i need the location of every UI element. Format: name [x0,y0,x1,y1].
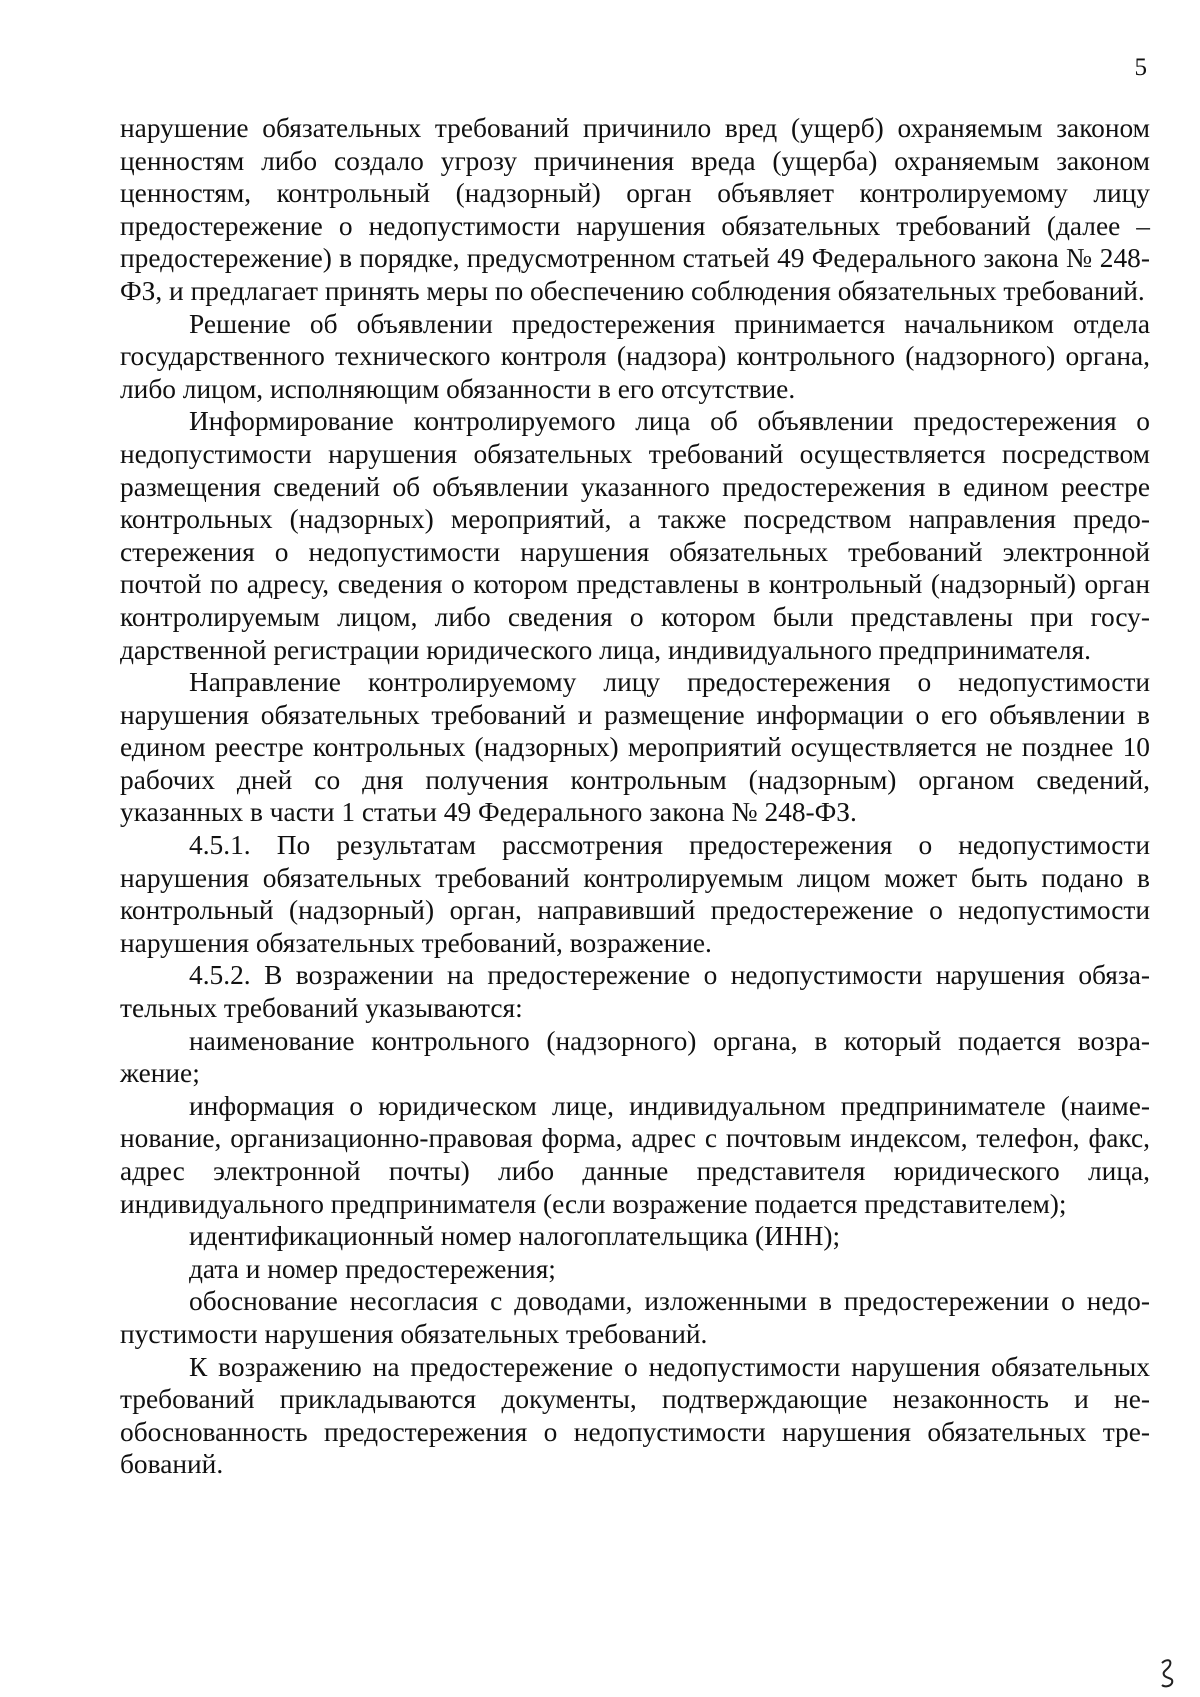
list-item-entity-info: информация о юридическом лице, индивидуальном предпринимателе (наименование, организационно-правовая форма, адрес с почтовым индексом, телефон, факс, адрес электронной почты) либо данные представителя юридического лица, индивидуального предпринимателя (если возражение подается представителем); [120,1090,1150,1219]
paragraph-4-5-2: 4.5.2. В возражении на предостережение о недопустимости нарушения обязательных требований указываются: [120,960,1150,1024]
list-item-inn: идентификационный номер налогоплательщика (ИНН); [189,1221,841,1252]
paragraph-4: Направление контролируемому лицу предостережения о недопустимости нарушения обязательных требований и размещение информации о его объявлении в едином реестре контрольных (надзорных) мероприятий осуществляется не позднее 10 рабочих дней со дня получения контрольным (надзорным) органом сведений, указанных в части 1 статьи 49 Федерального закона № 248-ФЗ. [120,667,1150,828]
paragraph-3: Информирование контролируемого лица об объявлении предостережения о недопустимости нарушения обязательных требований осуществляется посредством размещения сведений об объявлении указанного предостережения в едином реестре контрольных (надзорных) мероприятий, а также посредством направления предостережения о недопустимости нарушения обязательных требований электронной почтой по адресу, сведения о котором представлены в контрольный (надзорный) орган контролируемым лицом, либо сведения о котором были представлены при государственной регистрации юридического лица, индивидуального предпринимателя. [120,406,1150,665]
paragraph-4-5-1: 4.5.1. По результатам рассмотрения предостережения о недопустимости нарушения обязательных требований контролируемым лицом может быть подано в контрольный (надзорный) орган, направивший предостережение о недопустимости нарушения обязательных требований, возражение. [120,830,1150,958]
list-item-warning-date-number: дата и номер предостережения; [189,1253,556,1284]
paragraph-1: нарушение обязательных требований причинило вред (ущерб) охраняемым законом ценностям либо создало угрозу причинения вреда (ущерба) охраняемым законом ценностям, контрольный (надзорный) орган объявляет контролируемому лицу предостережение о недопустимости нарушения обязательных требований (далее – предостережение) в порядке, предусмотренном статьей 49 Федерального закона № 248-ФЗ, и предлагает принять меры по обеспечению соблюдения обязательных требований. [120,113,1150,306]
paragraph-attachments: К возражению на предостережение о недопустимости нарушения обязательных требований прикладываются документы, подтверждающие незаконность и необоснованность предостережения о недопустимости нарушения обязательных требований. [120,1351,1150,1480]
document-body [120,112,1150,1481]
list-item-authority-name: наименование контрольного (надзорного) органа, в который подается возражение; [120,1025,1150,1089]
handwritten-mark [1156,1655,1180,1691]
paragraph-2: Решение об объявлении предостережения принимается начальником отдела государственного технического контроля (надзора) контрольного (надзорного) органа, либо лицом, исполняющим обязанности в его отсутствие. [120,308,1150,404]
page-number: 5 [1134,54,1147,81]
list-item-disagreement-grounds: обоснование несогласия с доводами, изложенными в предостережении о недопустимости нарушения обязательных требований. [120,1286,1150,1349]
